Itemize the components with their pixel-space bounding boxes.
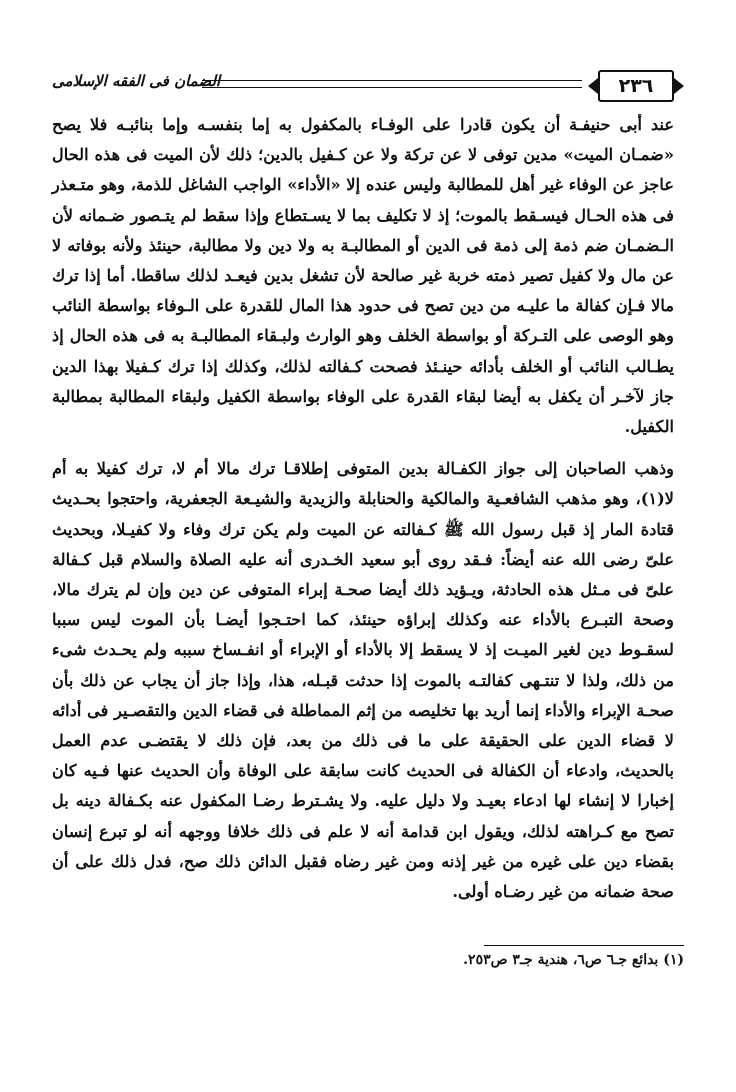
footnote-separator [484,945,684,946]
page-number: ٢٣٦ [598,70,674,102]
header-rule [202,80,582,88]
running-title: الضمان فى الفقه الإسلامى [52,72,221,90]
paragraph-1: عند أبى حنيفـة أن يكون قادرا على الوفـاء بالمكفول به إما بنفسـه وإما بنائبـه فلا يصح «ضمـان الميت» مدين توفى لا عن تركة ولا عن كـفيل بالدين؛ ذلك لأن الميت فى هذه الحال عاجز عن الوفاء غير أهل للمطالبة وليس عنده إلا «الأداء» الواجب الشاغل للذمة، وهو متـعذر فى هذه الحـال فيسـقط بالموت؛ إذ لا تكليف بما لا يسـتطاع وإذا سقط لم يتـصور ضـمانه لأن الـضمـان ضم ذمة إلى ذمة فى الدين أو المطالبـة به ولا دين ولا مطالبة، حينئذ ولأنه بوفاته لا عن مال ولا كفيل تصير ذمته خربة غير صالحة لأن تشغل بدين فيعـد لذلك ساقطا. أما إذا ترك مالا فـإن كفالة ما عليـه من دين تصح فى حدود هذا المال للقدرة على الـوفاء بواسطة النائب وهو الوصى على التـركة أو بواسطة الخلف وهو الوارث ولبـقاء المطالبـة به فى هذه الحال إذ يطـالب النائب أو الخلف بأدائه حينـئذ فصحت كـفالته لذلك، وكذلك إذا ترك كـفيلا بهذا الدين جاز لآخـر أن يكفل به أيضا لبقاء القدرة على الوفاء بواسطة الكفيل ولبقاء المطالبة بمطالبة الكفيل. [52,115,674,437]
footnote: (١) بدائع جـ٦ ص٦، هندية جـ٣ ص٢٥٣. [463,952,684,968]
page-header [52,68,674,102]
body-text [52,110,674,907]
paragraph-2: وذهب الصاحبان إلى جواز الكفـالة بدين المتوفى إطلاقـا ترك مالا أم لا، ترك كفيلا به أم لا(١)، وهو مذهب الشافعـية والمالكية والحنابلة والزيدية والشيـعة الجعفرية، واحتجوا بحـديث قتادة المار إذ قبل رسول الله ﷺ كـفالته عن الميت ولم يكن ترك وفاء ولا كفيـلا، وبحديث علىّ رضى الله عنه أيضاً: فـقد روى أبو سعيد الخـدرى أنه عليه الصلاة والسلام قبل كـفالة علىّ فى مـثل هذه الحادثة، ويـؤيد ذلك أيضا صحـة إبراء المتوفى عن دين وإن لم يترك مالا، وصحة التبـرع بالأداء عنه وكذلك إبراؤه حينئذ، كما احتـجوا أيضـا بأن الموت ليس سببا لسقـوط دين لغير الميـت إذ لا يسقط إلا بالأداء أو الإبراء أو انفـساخ سببه ولم يحـدث شىء من ذلك، ولذا لا تنتـهى كفالتـه بالموت إذا حدثت قبـله، هذا، وإذا جاز أن يجاب عن ذلك بأن صحـة الإبراء والأداء إنما أريد بها تخليصه من إثم المماطلة فى قضاء الدين والتقصـير فى أدائه لا قضاء الدين على الحقيقة على ما فى ذلك من بعد، فإن ذلك لا يقتضـى عدم العمل بالحديث، وادعاء أن الكفالة فى الحديث كانت سابقة على الوفاة وأن الحديث عنها فـيه كان إخبارا لا إنشاء لها ادعاء بعيـد ولا دليل عليه. ولا يشـترط رضـا المكفول عنه بكـفالة دينه بل تصح مع كـراهته لذلك، ويقول ابن قدامة أنه لا علم فى ذلك خلافا ووجهه أنه لو تبرع إنسان بقضاء دين على غيره من غير إذنه ومن غير رضاه فقبل الدائن ذلك صح، فدل ذلك على أن صحة ضمانه من غير رضـاه أولى. [52,459,674,902]
